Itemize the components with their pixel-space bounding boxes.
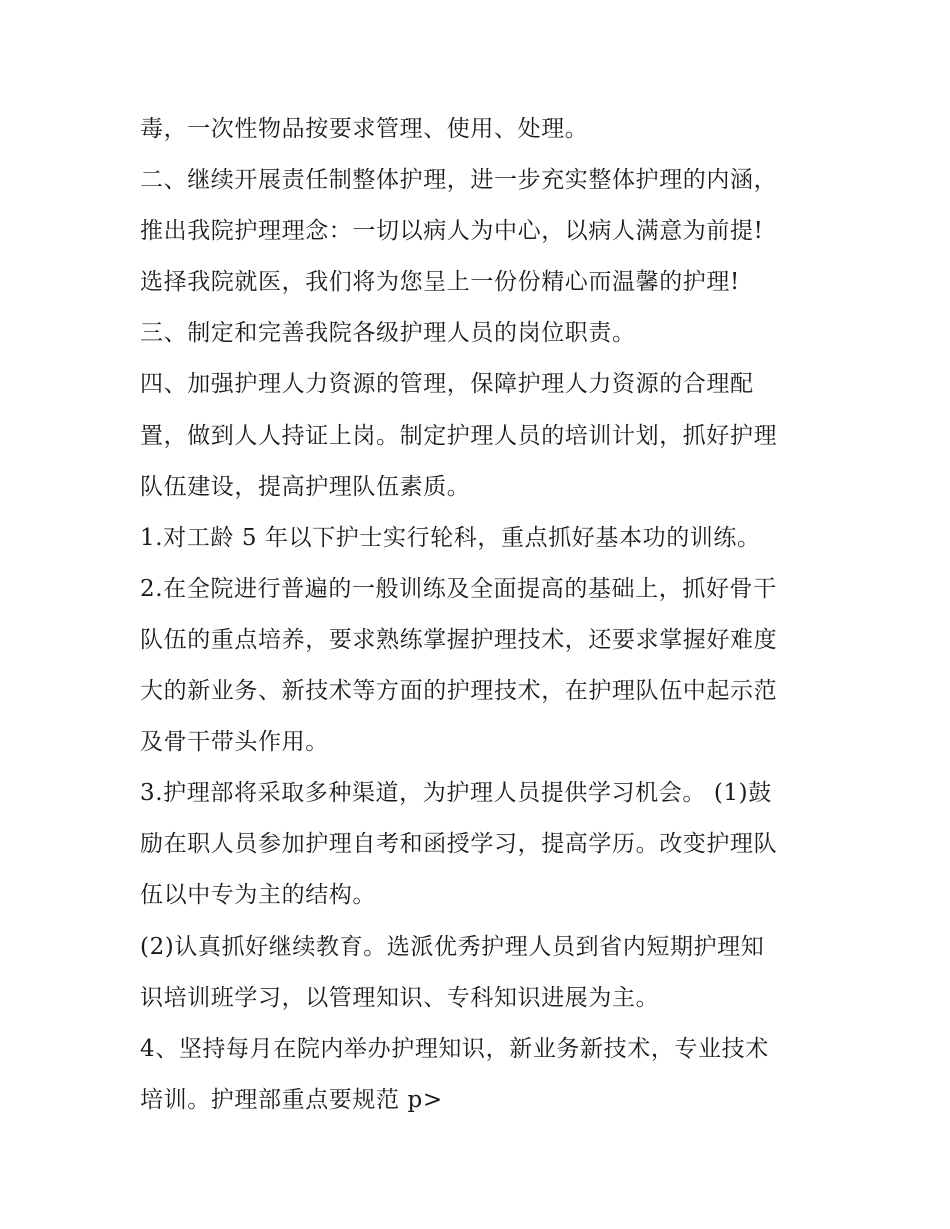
text-line: 及骨干带头作用。	[140, 729, 329, 756]
text-line: 励在职人员参加护理自考和函授学习，提高学历。改变护理队	[140, 831, 778, 858]
text-line: 四、加强护理人力资源的管理，保障护理人力资源的合理配	[140, 371, 754, 398]
text-line: 队伍的重点培养，要求熟练掌握护理技术，还要求掌握好难度	[140, 626, 778, 653]
text-line: 培训。护理部重点要规范 p>	[140, 1086, 443, 1113]
document-body	[140, 104, 840, 1126]
text-line: 推出我院护理理念：一切以病人为中心，以病人满意为前提!	[140, 218, 764, 245]
text-line: 识培训班学习，以管理知识、专科知识进展为主。	[140, 984, 660, 1011]
text-line: 二、继续开展责任制整体护理，进一步充实整体护理的内涵，	[140, 167, 778, 194]
text-line: 置，做到人人持证上岗。制定护理人员的培训计划，抓好护理	[140, 422, 778, 449]
text-line: (2)认真抓好继续教育。选派优秀护理人员到省内短期护理知	[140, 933, 765, 960]
text-line: 伍以中专为主的结构。	[140, 882, 376, 909]
text-line: 三、制定和完善我院各级护理人员的岗位职责。	[140, 320, 636, 347]
text-line: 3.护理部将采取多种渠道，为护理人员提供学习机会。 (1)鼓	[140, 780, 772, 807]
text-line: 大的新业务、新技术等方面的护理技术，在护理队伍中起示范	[140, 678, 778, 705]
text-line: 4、坚持每月在院内举办护理知识，新业务新技术，专业技术	[140, 1035, 769, 1062]
text-line: 选择我院就医，我们将为您呈上一份份精心而温馨的护理!	[140, 269, 740, 296]
text-line: 1.对工龄 5 年以下护士实行轮科，重点抓好基本功的训练。	[140, 524, 761, 551]
text-line: 队伍建设，提高护理队伍素质。	[140, 473, 471, 500]
text-line: 2.在全院进行普遍的一般训练及全面提高的基础上，抓好骨干	[140, 575, 777, 602]
text-line: 毒，一次性物品按要求管理、使用、处理。	[140, 116, 589, 142]
